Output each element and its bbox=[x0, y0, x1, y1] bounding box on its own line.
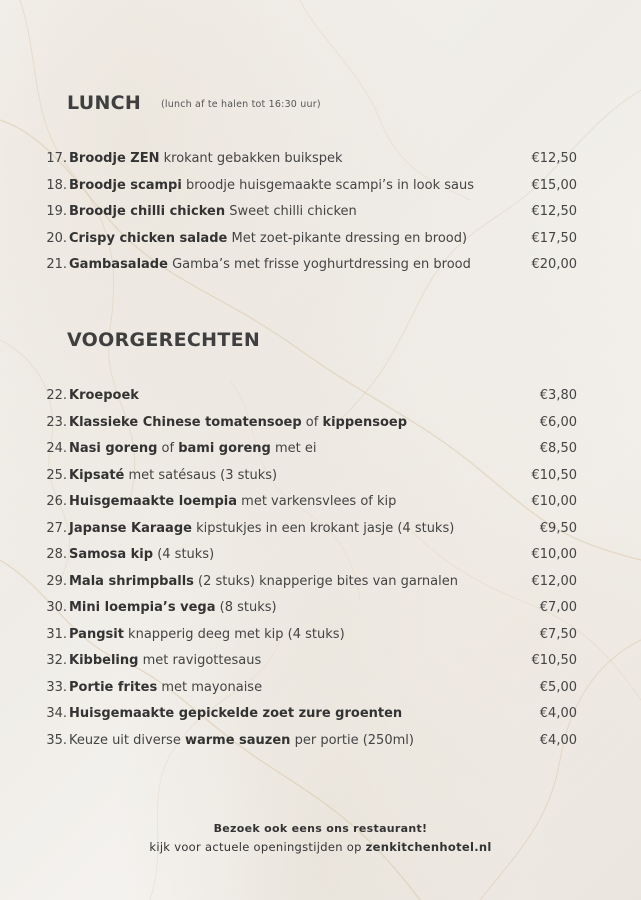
menu-item-name: Mala shrimpballs bbox=[69, 573, 194, 589]
menu-item-number: 19. bbox=[46, 204, 67, 219]
menu-item bbox=[0, 599, 641, 626]
menu-item-number: 21. bbox=[46, 257, 67, 272]
menu-item-description bbox=[69, 177, 474, 194]
menu-item-description bbox=[69, 467, 277, 484]
menu-item bbox=[0, 203, 641, 230]
menu-item-detail: (4 stuks) bbox=[153, 547, 215, 562]
menu-item bbox=[0, 679, 641, 706]
voorgerechten-menu-list bbox=[0, 387, 641, 758]
menu-item-name: Klassieke Chinese tomatensoep bbox=[69, 414, 302, 430]
menu-item-price: €9,50 bbox=[539, 520, 577, 536]
menu-item-price: €20,00 bbox=[531, 257, 577, 272]
footer-opening-hours bbox=[0, 840, 641, 854]
menu-item-price: €3,80 bbox=[539, 388, 577, 403]
menu-item-number: 35. bbox=[46, 732, 67, 748]
menu-item-price: €5,00 bbox=[539, 679, 577, 695]
menu-item-detail: met ravigottesaus bbox=[138, 653, 262, 668]
menu-item-number: 18. bbox=[46, 177, 67, 193]
menu-item-description bbox=[69, 230, 467, 247]
menu-item-price: €4,00 bbox=[539, 732, 577, 748]
menu-item-name: Japanse Karaage bbox=[69, 520, 192, 536]
menu-item-detail: met ei bbox=[270, 441, 317, 456]
menu-item-detail: per portie (250ml) bbox=[290, 732, 414, 748]
menu-item-description bbox=[69, 732, 414, 749]
menu-item-description bbox=[69, 150, 343, 167]
menu-item bbox=[0, 573, 641, 600]
menu-item-price: €7,50 bbox=[539, 626, 577, 642]
menu-item-price: €7,00 bbox=[539, 600, 577, 615]
menu-item bbox=[0, 732, 641, 759]
menu-item-price: €10,50 bbox=[531, 467, 577, 483]
lunch-subtitle: (lunch af te halen tot 16:30 uur) bbox=[161, 99, 321, 110]
menu-item-price: €10,50 bbox=[531, 653, 577, 668]
menu-item-number: 34. bbox=[46, 706, 67, 721]
menu-item-name: Gambasalade bbox=[69, 257, 168, 272]
menu-item-detail: Gamba’s met frisse yoghurtdressing en brood bbox=[167, 257, 471, 272]
menu-item-number: 25. bbox=[46, 467, 67, 483]
menu-item-price: €12,50 bbox=[531, 204, 577, 219]
menu-item-name: kippensoep bbox=[322, 414, 408, 430]
menu-item-detail: Keuze uit diverse bbox=[69, 732, 185, 748]
menu-item-detail: met varkensvlees of kip bbox=[237, 494, 397, 509]
menu-item-description bbox=[69, 573, 458, 590]
menu-item-description bbox=[69, 546, 214, 563]
menu-item-number: 24. bbox=[46, 441, 67, 456]
menu-item-number: 31. bbox=[46, 626, 67, 642]
menu-item-name: Huisgemaakte gepickelde zoet zure groenten bbox=[69, 706, 403, 721]
menu-item bbox=[0, 467, 641, 494]
menu-item-price: €10,00 bbox=[531, 547, 577, 562]
menu-item-detail: kipstukjes in een krokant jasje (4 stuks) bbox=[191, 520, 455, 536]
menu-item-description bbox=[69, 599, 277, 616]
menu-item-detail: met mayonaise bbox=[157, 679, 263, 695]
lunch-title: LUNCH bbox=[67, 92, 142, 114]
menu-item-description bbox=[69, 679, 262, 696]
menu-item-detail: (8 stuks) bbox=[215, 600, 277, 615]
menu-item-price: €17,50 bbox=[531, 230, 577, 246]
menu-item-description bbox=[69, 203, 357, 220]
footer-website-link[interactable]: zenkitchenhotel.nl bbox=[365, 840, 492, 854]
menu-item bbox=[0, 230, 641, 257]
menu-item-description bbox=[69, 387, 139, 404]
menu-item-number: 26. bbox=[46, 494, 67, 509]
menu-item-name: Mini loempia’s vega bbox=[69, 600, 216, 615]
menu-item-description bbox=[69, 520, 454, 537]
menu-item bbox=[0, 520, 641, 547]
menu-item-price: €10,00 bbox=[531, 494, 577, 509]
menu-item bbox=[0, 256, 641, 283]
menu-item-name: Broodje scampi bbox=[69, 177, 182, 193]
menu-item-number: 23. bbox=[46, 414, 67, 430]
menu-item-number: 33. bbox=[46, 679, 67, 695]
menu-item-price: €8,50 bbox=[539, 441, 577, 456]
menu-item-number: 17. bbox=[46, 151, 67, 166]
menu-item bbox=[0, 652, 641, 679]
menu-item-number: 27. bbox=[46, 520, 67, 536]
lunch-menu-list bbox=[0, 150, 641, 283]
menu-item-name: Kipsaté bbox=[69, 467, 125, 483]
menu-item-number: 28. bbox=[46, 547, 67, 562]
menu-item-detail: krokant gebakken buikspek bbox=[159, 151, 343, 166]
menu-item-name: bami goreng bbox=[178, 441, 271, 456]
menu-item-number: 20. bbox=[46, 230, 67, 246]
menu-item-description bbox=[69, 652, 261, 669]
menu-item-price: €15,00 bbox=[531, 177, 577, 193]
menu-item-detail: Sweet chilli chicken bbox=[225, 204, 357, 219]
menu-item bbox=[0, 705, 641, 732]
menu-item-price: €6,00 bbox=[539, 414, 577, 430]
menu-item bbox=[0, 626, 641, 653]
menu-item-price: €12,50 bbox=[531, 151, 577, 166]
menu-item-name: warme sauzen bbox=[184, 732, 291, 748]
menu-item-description bbox=[69, 493, 396, 510]
menu-item-detail: of bbox=[301, 414, 323, 430]
footer-invite: Bezoek ook eens ons restaurant! bbox=[213, 822, 428, 835]
menu-item-name: Broodje chilli chicken bbox=[69, 204, 226, 219]
menu-item bbox=[0, 493, 641, 520]
menu-item-detail: met satésaus (3 stuks) bbox=[124, 467, 278, 483]
menu-item-name: Broodje ZEN bbox=[69, 151, 160, 166]
menu-item-price: €4,00 bbox=[539, 706, 577, 721]
footer-opening-text: kijk voor actuele openingstijden op bbox=[149, 840, 366, 854]
menu-item bbox=[0, 440, 641, 467]
menu-item-detail: knapperig deeg met kip (4 stuks) bbox=[123, 626, 345, 642]
menu-item bbox=[0, 177, 641, 204]
menu-item-detail: of bbox=[157, 441, 179, 456]
menu-item-description bbox=[69, 414, 407, 431]
menu-item bbox=[0, 150, 641, 177]
menu-item-detail: broodje huisgemaakte scampi’s in look saus bbox=[181, 177, 474, 193]
menu-item-number: 22. bbox=[46, 388, 67, 403]
menu-item bbox=[0, 387, 641, 414]
menu-item-description bbox=[69, 626, 345, 643]
menu-item-name: Portie frites bbox=[69, 679, 158, 695]
menu-item bbox=[0, 546, 641, 573]
menu-item bbox=[0, 414, 641, 441]
voorgerechten-title: VOORGERECHTEN bbox=[67, 329, 261, 351]
menu-item-description bbox=[69, 705, 402, 722]
menu-item-name: Kibbeling bbox=[69, 653, 139, 668]
menu-item-name: Crispy chicken salade bbox=[69, 230, 228, 246]
menu-item-number: 29. bbox=[46, 573, 67, 589]
menu-item-detail: Met zoet-pikante dressing en brood) bbox=[227, 230, 468, 246]
menu-item-price: €12,00 bbox=[531, 573, 577, 589]
menu-item-number: 32. bbox=[46, 653, 67, 668]
menu-item-name: Kroepoek bbox=[69, 388, 139, 403]
menu-item-name: Samosa kip bbox=[69, 547, 154, 562]
menu-item-description bbox=[69, 440, 316, 457]
menu-item-number: 30. bbox=[46, 600, 67, 615]
menu-item-name: Huisgemaakte loempia bbox=[69, 494, 238, 509]
menu-item-detail: (2 stuks) knapperige bites van garnalen bbox=[193, 573, 458, 589]
menu-item-name: Pangsit bbox=[69, 626, 124, 642]
menu-item-description bbox=[69, 256, 471, 273]
menu-item-name: Nasi goreng bbox=[69, 441, 158, 456]
